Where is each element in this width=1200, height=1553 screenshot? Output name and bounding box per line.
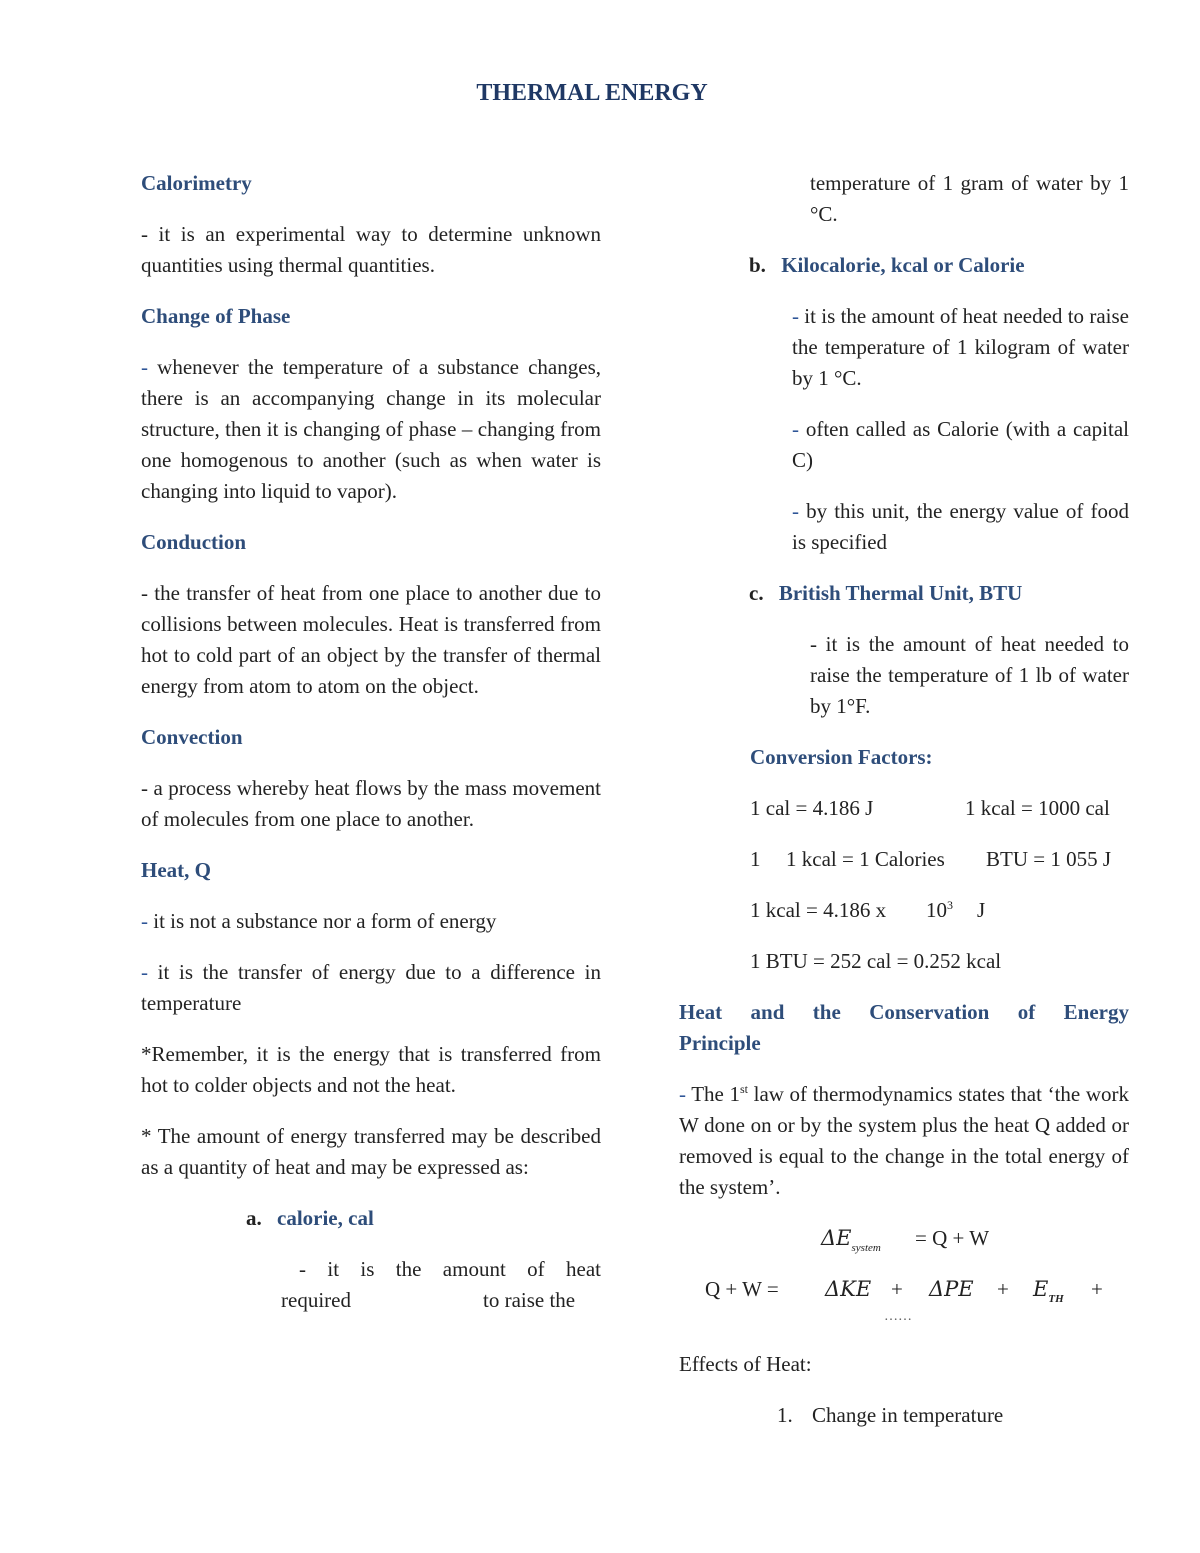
conversion-btu-j: BTU = 1 055 J (986, 847, 1112, 871)
heat-amount-note: * The amount of energy transferred may be described as a quantity of heat and may be expressed as: (141, 1124, 601, 1179)
delta-e-symbol: ΔE (821, 1226, 852, 1250)
dash-mark: - (141, 960, 148, 984)
calorie-def-line1 (141, 1254, 601, 1285)
power-exponent: 3 (947, 898, 953, 912)
conduction-text: - the transfer of heat from one place to another due to collisions between molecules. Heat is transferred from hot to cold part of an object by the transfer of thermal energy from atom to atom on the object. (141, 581, 601, 698)
list-letter-a: a. (246, 1206, 262, 1230)
dash-mark: - (792, 304, 799, 328)
left-column (141, 168, 601, 1316)
calorie-def-required: required (281, 1288, 351, 1312)
conversion-joule-unit: J (977, 898, 986, 922)
delta-ke: ΔKE (825, 1277, 872, 1301)
phase-text (141, 352, 601, 507)
heading-effects-of-heat: Effects of Heat: (679, 1352, 812, 1376)
e-symbol: E (1033, 1277, 1049, 1301)
heat-remember-note: *Remember, it is the energy that is transferred from hot to colder objects and not the heat. (141, 1042, 601, 1097)
kcal-point-1-text: it is the amount of heat needed to raise the temperature of 1 kilogram of water by 1 °C. (792, 304, 1129, 390)
th-subscript: TH (1048, 1293, 1064, 1305)
dash-mark: - (792, 499, 799, 523)
heading-conduction: Conduction (141, 530, 247, 554)
equation-energy-sum (679, 1274, 1129, 1305)
conversion-row-3 (679, 895, 1129, 926)
conversion-row-4: 1 BTU = 252 cal = 0.252 kcal (750, 949, 1002, 973)
heat-point-2-text: it is the transfer of energy due to a difference in temperature (141, 960, 601, 1015)
conversion-kcal-j-prefix: 1 kcal = 4.186 x (750, 898, 887, 922)
calorimetry-text: - it is an experimental way to determine unknown quantities using thermal quantities. (141, 222, 601, 277)
kcal-point-2 (679, 414, 1129, 476)
calorie-def-continued: temperature of 1 gram of water by 1 °C. (810, 171, 1129, 226)
conservation-text (679, 1079, 1129, 1203)
dash-mark: - (141, 909, 148, 933)
heat-point-1-text: it is not a substance nor a form of energy (148, 909, 497, 933)
conversion-one: 1 (750, 847, 761, 871)
list-letter-c: c. (749, 581, 764, 605)
plus-sign: + (997, 1277, 1009, 1301)
list-number-1: 1. (777, 1403, 793, 1427)
ordinal-suffix: st (739, 1082, 748, 1096)
conservation-text-b: law of thermodynamics states that ‘the work W done on or by the system plus the heat Q added or removed is equal to the change in the total energy of the system’. (679, 1082, 1129, 1199)
equation-ellipsis: …… (884, 1309, 912, 1324)
conversion-kcal-cal: 1 kcal = 1000 cal (965, 796, 1110, 820)
heading-convection: Convection (141, 725, 243, 749)
calorie-def-text: - it is the amount of heat (299, 1257, 601, 1281)
delta-pe: ΔPE (929, 1277, 974, 1301)
thermal-energy (1033, 1274, 1064, 1315)
kcal-point-3-text: by this unit, the energy value of food is specified (792, 499, 1129, 554)
heading-calorimetry: Calorimetry (141, 171, 252, 195)
conversion-kcal-calories: 1 kcal = 1 Calories (786, 847, 945, 871)
calorie-def-line2 (141, 1285, 601, 1316)
heading-conversion-factors: Conversion Factors: (750, 745, 933, 769)
phase-body: whenever the temperature of a substance changes, there is an accompanying change in its molecular structure, then it is changing of phase – changing from one homogenous to another (such as when water is changing into liquid to vapor). (141, 355, 601, 503)
kcal-label: Kilocalorie, kcal or Calorie (781, 253, 1025, 277)
list-letter-b: b. (749, 253, 766, 277)
conservation-text-a: The 1 (686, 1082, 740, 1106)
plus-sign: + (891, 1277, 903, 1301)
heading-conservation: Heat and the Conservation of Energy Principle (679, 1000, 1129, 1055)
effects-item-1-text: Change in temperature (812, 1403, 1004, 1427)
kcal-point-3 (679, 496, 1129, 558)
heat-point-2 (141, 957, 601, 1019)
kcal-point-2-text: often called as Calorie (with a capital C) (792, 417, 1129, 472)
calorie-item (141, 1203, 601, 1234)
conversion-row-2 (679, 844, 1129, 875)
page-title: THERMAL ENERGY (476, 80, 708, 106)
calorie-label: calorie, cal (277, 1206, 374, 1230)
btu-item (679, 578, 1129, 609)
btu-label: British Thermal Unit, BTU (778, 581, 1023, 605)
heading-heat: Heat, Q (141, 858, 211, 882)
btu-definition: - it is the amount of heat needed to raise the temperature of 1 lb of water by 1°F. (810, 632, 1129, 718)
kcal-point-1 (679, 301, 1129, 394)
equation-lhs: Q + W = (705, 1277, 779, 1301)
convection-text: - a process whereby heat flows by the mass movement of molecules from one place to another. (141, 776, 601, 831)
conversion-row-1 (679, 793, 1129, 824)
calorie-def-raise: to raise the (483, 1288, 576, 1312)
heat-point-1 (141, 906, 601, 937)
kcal-item (679, 250, 1129, 281)
conversion-cal-j: 1 cal = 4.186 J (750, 796, 874, 820)
dash-mark: - (792, 417, 799, 441)
system-subscript: system (851, 1242, 881, 1254)
dash-mark: - (679, 1082, 686, 1106)
equation-rhs: = Q + W (915, 1226, 990, 1250)
power-base: 10 (926, 898, 947, 922)
equation-energy-system (679, 1223, 1129, 1254)
dash-mark: - (141, 355, 148, 379)
conversion-ten-power (926, 895, 953, 926)
heading-change-of-phase: Change of Phase (141, 304, 291, 328)
right-column (679, 168, 1129, 1431)
effects-item-1 (679, 1400, 1129, 1431)
plus-sign: + (1091, 1277, 1103, 1301)
